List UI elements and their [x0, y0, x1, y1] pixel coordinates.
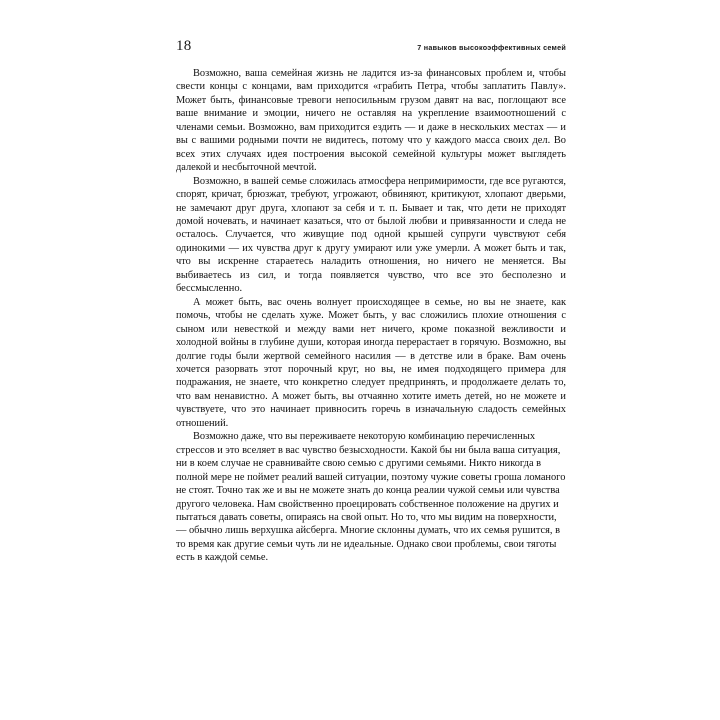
page-number: 18: [176, 38, 192, 54]
body-text: [176, 67, 566, 565]
page-content: [176, 38, 566, 565]
paragraph: Возможно, ваша семейная жизнь не ладится из-за финансовых проблем и, чтобы свести концы с концами, вам приходится «грабить Петра, чтобы заплатить Павлу». Может быть, финансовые тревоги непосильным грузом давят на вас, поглощают все ваше внимание и эмоции, ничего не оставляя на укрепление взаимоотношений с членами семьи. Возможно, вам приходится ездить — и даже в нескольких местах — и вы с вашими родными почти не видитесь, потому что у каждого масса своих дел. Во всех этих случаях идея построения высокой семейной культуры может выглядеть далекой и несбыточной мечтой.: [176, 68, 566, 174]
running-head: 7 навыков высокоэффективных семей: [417, 43, 566, 52]
paragraph: Возможно, в вашей семье сложилась атмосфера непримиримости, где все ругаются, спорят, кричат, брюзжат, требуют, угрожают, обвиняют, критикуют, хлопают дверьми, не замечают друг друга, хлопают за себя и т. п. Бывает и так, что дети не приходят домой ночевать, и начинает казаться, что от былой любви и привязанности и следа не осталось. Случается, что живущие под одной крышей супруги чувствуют себя одинокими — их чувства друг к другу умирают или уже умерли. А может быть и так, что вы искренне стараетесь наладить отношения, но ничего не меняется. Вы выбиваетесь из сил, и тогда появляется чувство, что все это бесполезно и бессмысленно.: [176, 175, 566, 295]
paragraph: Возможно даже, что вы переживаете некоторую комбинацию перечисленных стрессов и это вселяет в вас чувство безысходности. Какой бы ни была ваша ситуация, ни в коем случае не сравнивайте свою семью с другими семьями. Никто никогда в полной мере не поймет реалий вашей ситуации, поэтому чужие советы гроша ломаного не стоят. Точно так же и вы не можете знать до конца реалии чужой семьи или чувства другого человека. Нам свойственно проецировать собственное положение на других и пытаться давать советы, опираясь на свой опыт. Но то, что мы видим на поверхности, — обычно лишь верхушка айсберга. Многие склонны думать, что их семья рушится, в то время как другие семьи чуть ли не идеальные. Однако свои проблемы, свои тяготы есть в каждой семье.: [176, 431, 566, 564]
paragraph: А может быть, вас очень волнует происходящее в семье, но вы не знаете, как помочь, чтобы не сделать хуже. Может быть, у вас сложились плохие отношения с сыном или невесткой и между вами нет ничего, кроме показной вежливости и холодной войны в глубине души, которая иногда перерастает в горячую. Возможно, вы долгие годы были жертвой семейного насилия — в детстве или в браке. Вам очень хочется разорвать этот порочный круг, но вы, не имея подходящего примера для подражания, не знаете, что конкретно следует предпринять, и продолжаете делать то, что вам ненавистно. А может быть, вы отчаянно хотите иметь детей, но не можете и чувствуете, что это начинает привносить горечь в изначальную сладость семейных отношений.: [176, 296, 566, 429]
page-header: [176, 38, 566, 55]
